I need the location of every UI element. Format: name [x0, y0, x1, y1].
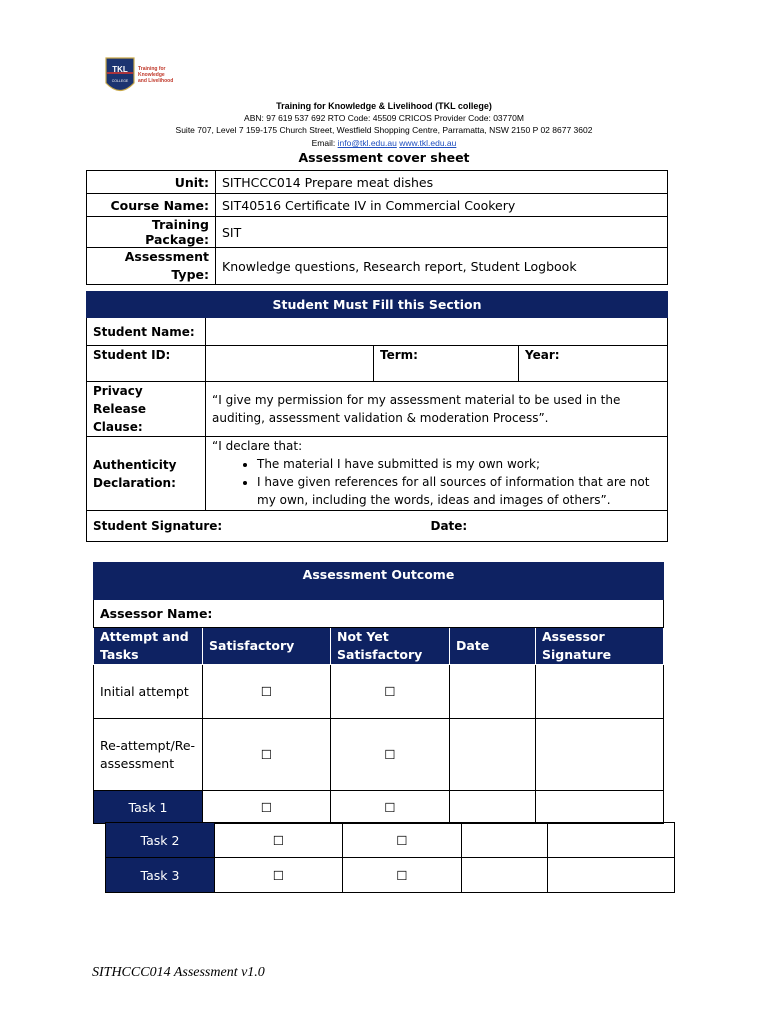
website-link[interactable]: www.tkl.edu.au: [399, 138, 457, 148]
email-label: Email:: [311, 138, 336, 148]
satisfactory-checkbox[interactable]: ☐: [203, 665, 331, 719]
col-date: Date: [450, 628, 536, 665]
student-section-table: [86, 291, 668, 542]
col-attempt-tasks: Attempt and Tasks: [94, 628, 203, 665]
not-yet-satisfactory-checkbox[interactable]: ☐: [331, 791, 450, 824]
course-value: SIT40516 Certificate IV in Commercial Cookery: [216, 194, 668, 217]
table-row: [94, 791, 664, 824]
student-section-heading: Student Must Fill this Section: [87, 292, 668, 318]
date-label: Date:: [430, 519, 468, 533]
date-cell[interactable]: [462, 823, 548, 858]
table-row: [94, 719, 664, 791]
assessment-type-value: Knowledge questions, Research report, Student Logbook: [216, 248, 668, 285]
task-label: Task 3: [106, 858, 215, 893]
satisfactory-checkbox[interactable]: ☐: [215, 858, 343, 893]
signature-cell[interactable]: [536, 719, 664, 791]
table-row: [106, 858, 675, 893]
date-cell[interactable]: [450, 665, 536, 719]
authenticity-intro: “I declare that:: [212, 439, 303, 453]
privacy-text: “I give my permission for my assessment material to be used in the auditing, assessment validation & moderation Process”.: [206, 382, 668, 437]
unit-value: SITHCCC014 Prepare meat dishes: [216, 171, 668, 194]
page-title: Assessment cover sheet: [298, 150, 470, 165]
address-line: Suite 707, Level 7 159-175 Church Street, Westfield Shopping Centre, Parramatta, NSW 2150 P 02 8677 3602: [175, 125, 593, 135]
college-logo: [104, 55, 176, 99]
authenticity-point: • I have given references for all sources of information that are not my own, including the words, ideas and images of others”.: [257, 473, 661, 509]
satisfactory-checkbox[interactable]: ☐: [203, 791, 331, 824]
term-field[interactable]: [374, 346, 519, 382]
authenticity-declaration: [206, 437, 668, 511]
assessment-type-label-1: Assessment: [124, 249, 209, 264]
package-label: Training Package:: [87, 217, 216, 248]
email-link[interactable]: info@tkl.edu.au: [337, 138, 397, 148]
svg-text:Training for: Training for: [138, 66, 166, 72]
assessor-name-field[interactable]: [94, 600, 664, 628]
assessment-type-label-2: Type:: [171, 267, 209, 282]
contact-line: [0, 138, 768, 149]
package-value: SIT: [216, 217, 668, 248]
student-name-label: Student Name:: [87, 318, 206, 346]
col-not-yet-satisfactory: Not Yet Satisfactory: [331, 628, 450, 665]
satisfactory-checkbox[interactable]: ☐: [215, 823, 343, 858]
assessor-name-label: Assessor Name:: [100, 606, 213, 621]
student-name-field[interactable]: [206, 318, 668, 346]
svg-text:and Livelihood: and Livelihood: [138, 78, 174, 84]
signature-cell[interactable]: [536, 665, 664, 719]
not-yet-satisfactory-checkbox[interactable]: ☐: [331, 719, 450, 791]
satisfactory-checkbox[interactable]: ☐: [203, 719, 331, 791]
assessment-type-label: [87, 248, 216, 285]
logo-badge-text: TKL: [112, 65, 128, 74]
assessment-outcome-table: [93, 562, 664, 824]
unit-info-table: [86, 170, 668, 285]
col-satisfactory: Satisfactory: [203, 628, 331, 665]
signature-label: Student Signature:: [93, 519, 223, 533]
student-id-label: Student ID:: [87, 346, 206, 382]
authenticity-point: • The material I have submitted is my own work;: [257, 455, 661, 473]
task-label: Task 1: [94, 791, 203, 824]
authenticity-points: [212, 455, 661, 509]
outcome-heading: Assessment Outcome: [94, 563, 664, 600]
row-label: Re-attempt/Re-assessment: [94, 719, 203, 791]
org-name: Training for Knowledge & Livelihood (TKL college): [276, 101, 492, 111]
footer-version: SITHCCC014 Assessment v1.0: [92, 965, 265, 980]
term-label: Term:: [380, 348, 418, 362]
date-cell[interactable]: [450, 791, 536, 824]
signature-cell[interactable]: [536, 791, 664, 824]
not-yet-satisfactory-checkbox[interactable]: ☐: [331, 665, 450, 719]
table-row: [94, 665, 664, 719]
task-continuation-table: [105, 822, 675, 893]
table-row: [106, 823, 675, 858]
year-label: Year:: [525, 348, 560, 362]
signature-cell[interactable]: [548, 858, 675, 893]
not-yet-satisfactory-checkbox[interactable]: ☐: [343, 823, 462, 858]
not-yet-satisfactory-checkbox[interactable]: ☐: [343, 858, 462, 893]
task-label: Task 2: [106, 823, 215, 858]
date-cell[interactable]: [462, 858, 548, 893]
col-assessor-signature: Assessor Signature: [536, 628, 664, 665]
course-label: Course Name:: [87, 194, 216, 217]
privacy-label: Privacy Release Clause:: [87, 382, 206, 437]
abn-line: ABN: 97 619 537 692 RTO Code: 45509 CRICOS Provider Code: 03770M: [244, 113, 524, 123]
date-cell[interactable]: [450, 719, 536, 791]
student-id-field[interactable]: [206, 346, 374, 382]
signature-cell[interactable]: [548, 823, 675, 858]
logo-badge-sub: COLLEGE: [111, 79, 129, 83]
svg-text:Knowledge: Knowledge: [138, 72, 165, 78]
year-field[interactable]: [519, 346, 668, 382]
row-label: Initial attempt: [94, 665, 203, 719]
authenticity-label: Authenticity Declaration:: [87, 437, 206, 511]
unit-label: Unit:: [87, 171, 216, 194]
signature-row[interactable]: [87, 511, 668, 542]
